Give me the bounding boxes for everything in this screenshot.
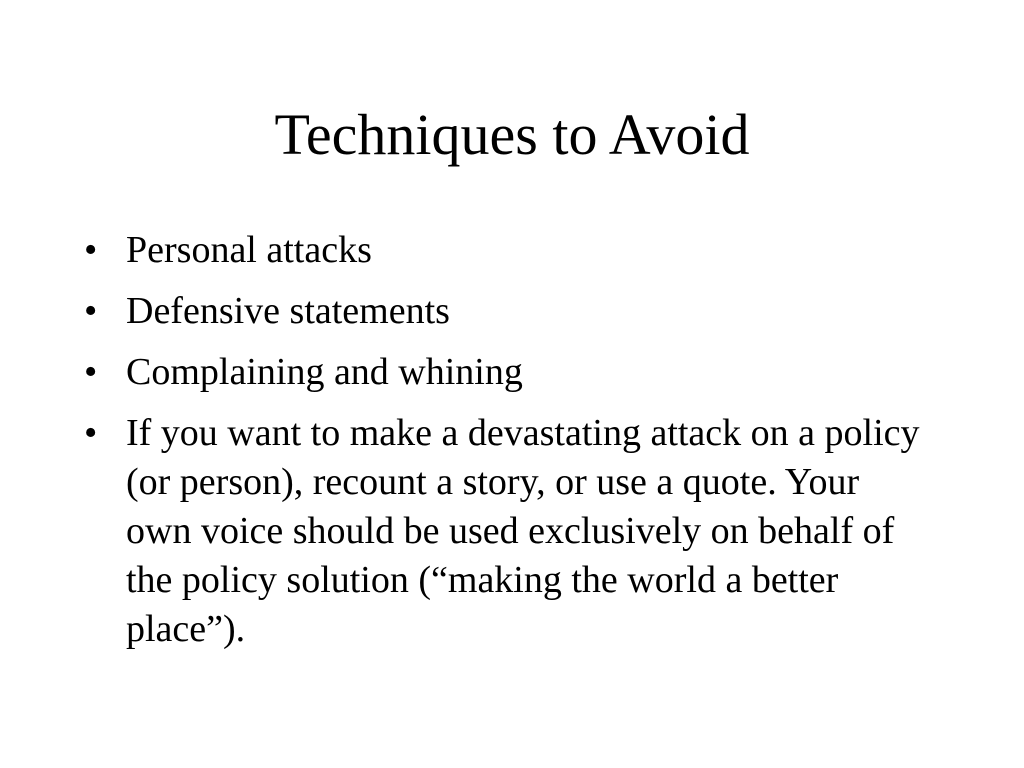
bullet-text: Defensive statements xyxy=(126,290,450,332)
bullet-text: Complaining and whining xyxy=(126,351,523,393)
bullet-marker: • xyxy=(84,351,98,393)
bullet-text: If you want to make a devastating attack on a policy (or person), recount a story, or use a quote. Your own voice should be used exclusively on behalf of the policy solution (“making the world a better place”). xyxy=(126,412,920,650)
slide-title: Techniques to Avoid xyxy=(274,102,750,167)
bullet-text: Personal attacks xyxy=(126,229,372,271)
bullet-marker: • xyxy=(84,412,98,454)
bullet-item xyxy=(84,287,934,336)
bullet-item xyxy=(84,409,934,654)
bullet-item xyxy=(84,348,934,397)
bullet-list xyxy=(84,226,934,666)
bullet-item xyxy=(84,226,934,275)
bullet-marker: • xyxy=(84,290,98,332)
bullet-marker: • xyxy=(84,229,98,271)
